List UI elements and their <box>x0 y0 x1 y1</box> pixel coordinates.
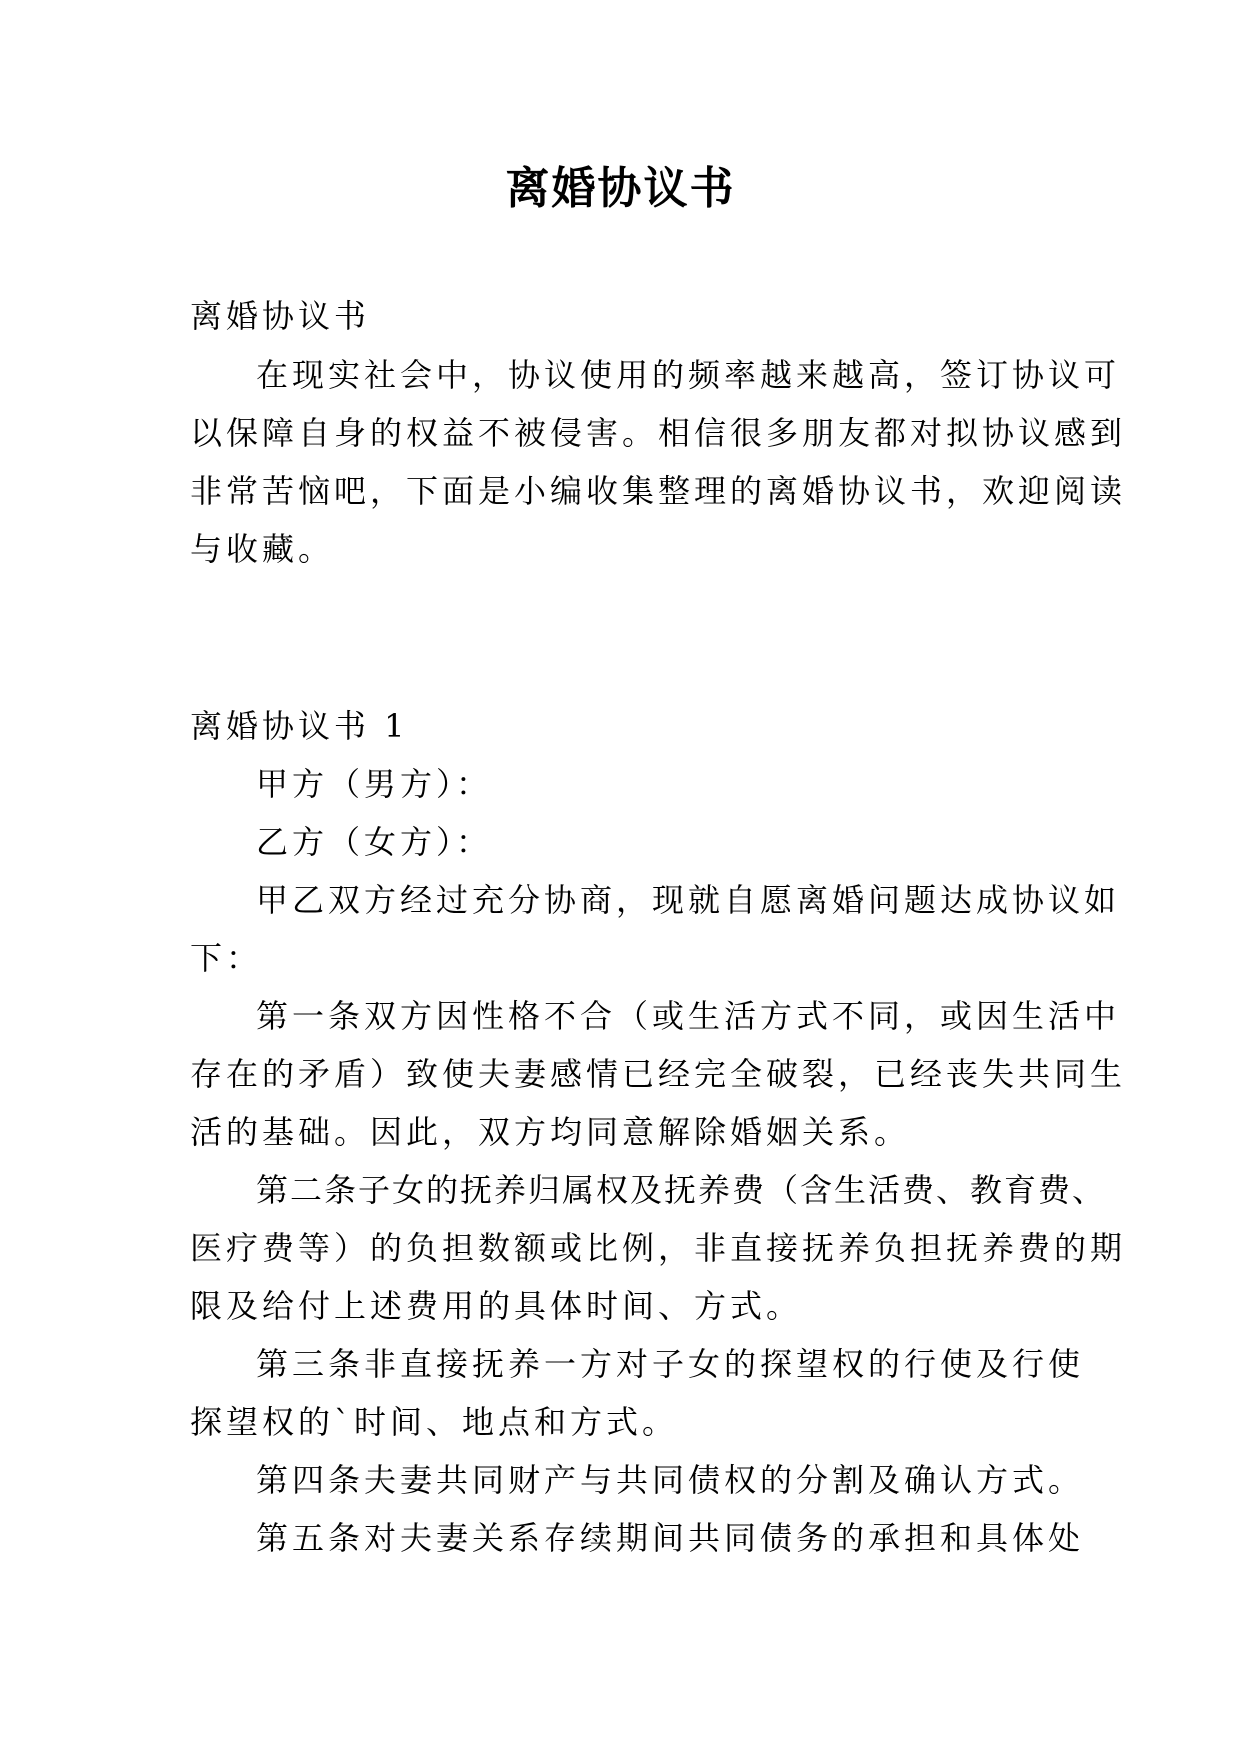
paragraph-line: 探望权的`时间、地点和方式。 <box>190 1403 679 1441</box>
paragraph-line: 以保障自身的权益不被侵害。相信很多朋友都对拟协议感到 <box>190 414 1127 452</box>
paragraph-line: 甲方（男方）： <box>256 765 493 803</box>
paragraph-line: 与收藏。 <box>190 530 335 568</box>
paragraph-line: 非常苦恼吧，下面是小编收集整理的离婚协议书，欢迎阅读 <box>190 472 1127 510</box>
paragraph-line: 第三条非直接抚养一方对子女的探望权的行使及行使 <box>256 1345 1085 1383</box>
paragraph-line: 活的基础。因此，双方均同意解除婚姻关系。 <box>190 1113 911 1151</box>
paragraph-line: 第一条双方因性格不合（或生活方式不同，或因生活中 <box>256 997 1121 1035</box>
paragraph-line: 限及给付上述费用的具体时间、方式。 <box>190 1287 803 1325</box>
section-heading: 离婚协议书 <box>190 297 371 335</box>
paragraph-line: 下： <box>190 939 263 977</box>
paragraph-line: 存在的矛盾）致使夫妻感情已经完全破裂，已经丧失共同生 <box>190 1055 1127 1093</box>
paragraph-line: 甲乙双方经过充分协商，现就自愿离婚问题达成协议如 <box>256 881 1121 919</box>
section-heading: 离婚协议书 1 <box>190 707 409 745</box>
paragraph-line: 在现实社会中，协议使用的频率越来越高，签订协议可 <box>256 356 1121 394</box>
paragraph-line: 第四条夫妻共同财产与共同债权的分割及确认方式。 <box>256 1461 1085 1499</box>
document-title: 离婚协议书 <box>505 163 736 214</box>
paragraph-line: 第五条对夫妻关系存续期间共同债务的承担和具体处 <box>256 1519 1085 1557</box>
paragraph-line: 医疗费等）的负担数额或比例，非直接抚养负担抚养费的期 <box>190 1229 1127 1267</box>
paragraph-line: 乙方（女方）： <box>256 823 493 861</box>
paragraph-line: 第二条子女的抚养归属权及抚养费（含生活费、教育费、 <box>256 1171 1107 1209</box>
